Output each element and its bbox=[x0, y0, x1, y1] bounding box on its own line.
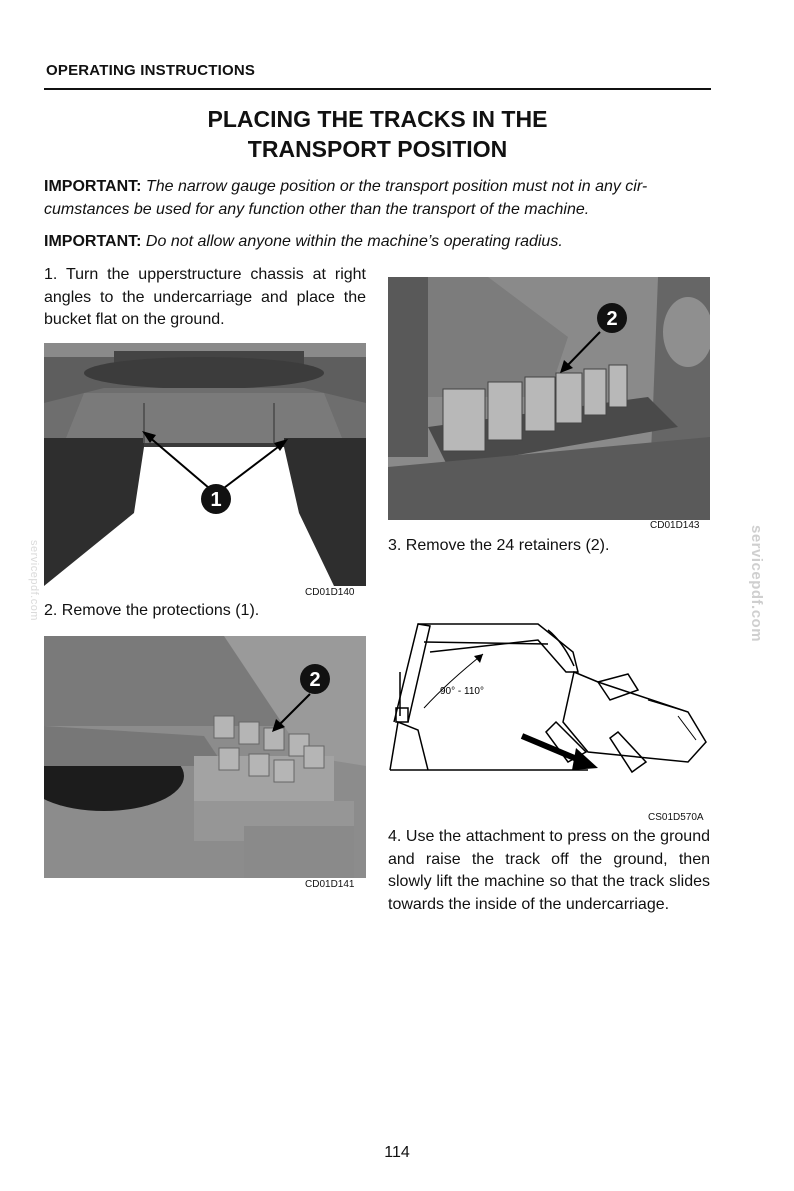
figure-1-code: CD01D140 bbox=[305, 587, 355, 598]
note-text: Do not allow anyone within the machine’s operating radius. bbox=[145, 233, 563, 250]
watermark-left: servicepdf.com bbox=[28, 540, 40, 621]
figure-3-code: CD01D143 bbox=[650, 520, 700, 531]
figure-2-photo bbox=[44, 636, 366, 878]
title-line-1: PLACING THE TRACKS IN THE bbox=[207, 106, 548, 132]
important-note-1 bbox=[44, 175, 714, 221]
header-rule bbox=[44, 88, 711, 90]
figure-2-code: CD01D141 bbox=[305, 879, 355, 890]
note-label: IMPORTANT: bbox=[44, 178, 142, 195]
important-note-2 bbox=[44, 230, 714, 253]
step-3-text: 3. Remove the 24 retainers (2). bbox=[388, 537, 610, 554]
section-header: OPERATING INSTRUCTIONS bbox=[46, 62, 256, 79]
figure-1-photo bbox=[44, 343, 366, 586]
figure-3-photo bbox=[388, 277, 710, 520]
step-1-text: 1. Turn the upperstructure chassis at right angles to the undercarriage and place the bucket flat on the ground. bbox=[44, 266, 366, 328]
figure-3-callout: 2 bbox=[606, 308, 618, 330]
step-4-text: 4. Use the attachment to press on the ground and raise the track off the ground, then slowly lift the machine so that the track slides towards the inside of the undercarriage. bbox=[388, 828, 710, 913]
figure-2-callout: 2 bbox=[309, 669, 321, 691]
figure-4-diagram bbox=[388, 612, 710, 777]
figure-1-callout: 1 bbox=[210, 489, 222, 511]
page-title bbox=[44, 104, 711, 164]
page-number: 114 bbox=[384, 1144, 410, 1161]
note-text-continued: cumstances be used for any function other than the transport of the machine. bbox=[44, 201, 590, 218]
figure-4-angle-label: 90° - 110° bbox=[440, 686, 484, 697]
step-2-text: 2. Remove the protections (1). bbox=[44, 602, 260, 619]
watermark-right: servicepdf.com bbox=[748, 525, 765, 643]
note-text: The narrow gauge position or the transport position must not in any cir- bbox=[145, 178, 648, 195]
title-line-2: TRANSPORT POSITION bbox=[247, 136, 508, 162]
figure-4-code: CS01D570A bbox=[648, 812, 704, 823]
note-label: IMPORTANT: bbox=[44, 233, 142, 250]
